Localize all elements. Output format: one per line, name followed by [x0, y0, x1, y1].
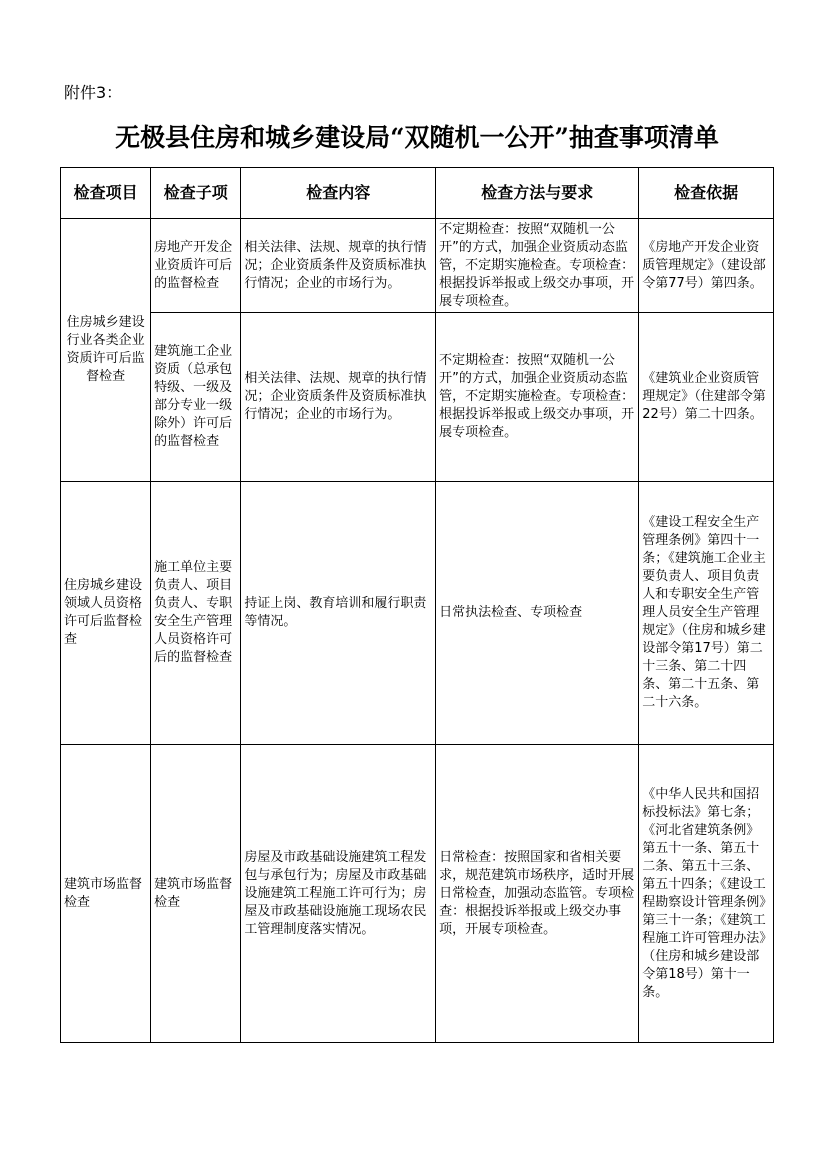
group-item-personnel-qualification: 住房城乡建设领域人员资格许可后监督检查	[61, 482, 151, 745]
method-cell: 日常执法检查、专项检查	[436, 482, 639, 745]
content-cell: 相关法律、法规、规章的执行情况；企业资质条件及资质标准执行情况；企业的市场行为。	[241, 219, 436, 313]
basis-cell: 《建筑业企业资质管理规定》（住建部令第22号）第二十四条。	[639, 313, 774, 482]
header-inspection-subitem: 检查子项	[151, 168, 241, 219]
header-inspection-basis: 检查依据	[639, 168, 774, 219]
table-row	[61, 482, 774, 745]
table-row	[61, 219, 774, 313]
subitem-cell: 建筑市场监督检查	[151, 745, 241, 1043]
basis-cell: 《建设工程安全生产管理条例》第四十一条；《建筑施工企业主要负责人、项目负责人和专职安全生产管理人员安全生产管理规定》（住房和城乡建设部令第17号）第二十三条、第二十四条、第二十五条、第二十六条。	[639, 482, 774, 745]
attachment-label: 附件3：	[64, 83, 123, 102]
content-cell: 相关法律、法规、规章的执行情况；企业资质条件及资质标准执行情况；企业的市场行为。	[241, 313, 436, 482]
method-cell: 不定期检查：按照“双随机一公开”的方式，加强企业资质动态监管，不定期实施检查。专项检查：根据投诉举报或上级交办事项，开展专项检查。	[436, 313, 639, 482]
group-item-construction-market: 建筑市场监督检查	[61, 745, 151, 1043]
inspection-items-table	[60, 167, 774, 1043]
basis-cell: 《房地产开发企业资质管理规定》（建设部令第77号）第四条。	[639, 219, 774, 313]
subitem-cell: 施工单位主要负责人、项目负责人、专职安全生产管理人员资格许可后的监督检查	[151, 482, 241, 745]
method-cell: 日常检查：按照国家和省相关要求，规范建筑市场秩序，适时开展日常检查，加强动态监管。专项检查：根据投诉举报或上级交办事项，开展专项检查。	[436, 745, 639, 1043]
header-inspection-method: 检查方法与要求	[436, 168, 639, 219]
group-item-enterprise-qualification: 住房城乡建设行业各类企业资质许可后监督检查	[61, 219, 151, 482]
method-cell: 不定期检查：按照“双随机一公开”的方式，加强企业资质动态监管，不定期实施检查。专项检查：根据投诉举报或上级交办事项，开展专项检查。	[436, 219, 639, 313]
content-cell: 房屋及市政基础设施建筑工程发包与承包行为；房屋及市政基础设施建筑工程施工许可行为；房屋及市政基础设施施工现场农民工管理制度落实情况。	[241, 745, 436, 1043]
basis-cell: 《中华人民共和国招标投标法》第七条；《河北省建筑条例》第五十一条、第五十二条、第五十三条、第五十四条；《建设工程勘察设计管理条例》第三十一条；《建筑工程施工许可管理办法》（住房和城乡建设部令第18号）第十一条。	[639, 745, 774, 1043]
table-header-row	[61, 168, 774, 219]
subitem-cell: 建筑施工企业资质（总承包特级、一级及部分专业一级除外）许可后的监督检查	[151, 313, 241, 482]
subitem-cell: 房地产开发企业资质许可后的监督检查	[151, 219, 241, 313]
table-row	[61, 313, 774, 482]
content-cell: 持证上岗、教育培训和履行职责等情况。	[241, 482, 436, 745]
header-inspection-item: 检查项目	[61, 168, 151, 219]
page-title: 无极县住房和城乡建设局“双随机一公开”抽查事项清单	[115, 123, 719, 152]
table-row	[61, 745, 774, 1043]
header-inspection-content: 检查内容	[241, 168, 436, 219]
